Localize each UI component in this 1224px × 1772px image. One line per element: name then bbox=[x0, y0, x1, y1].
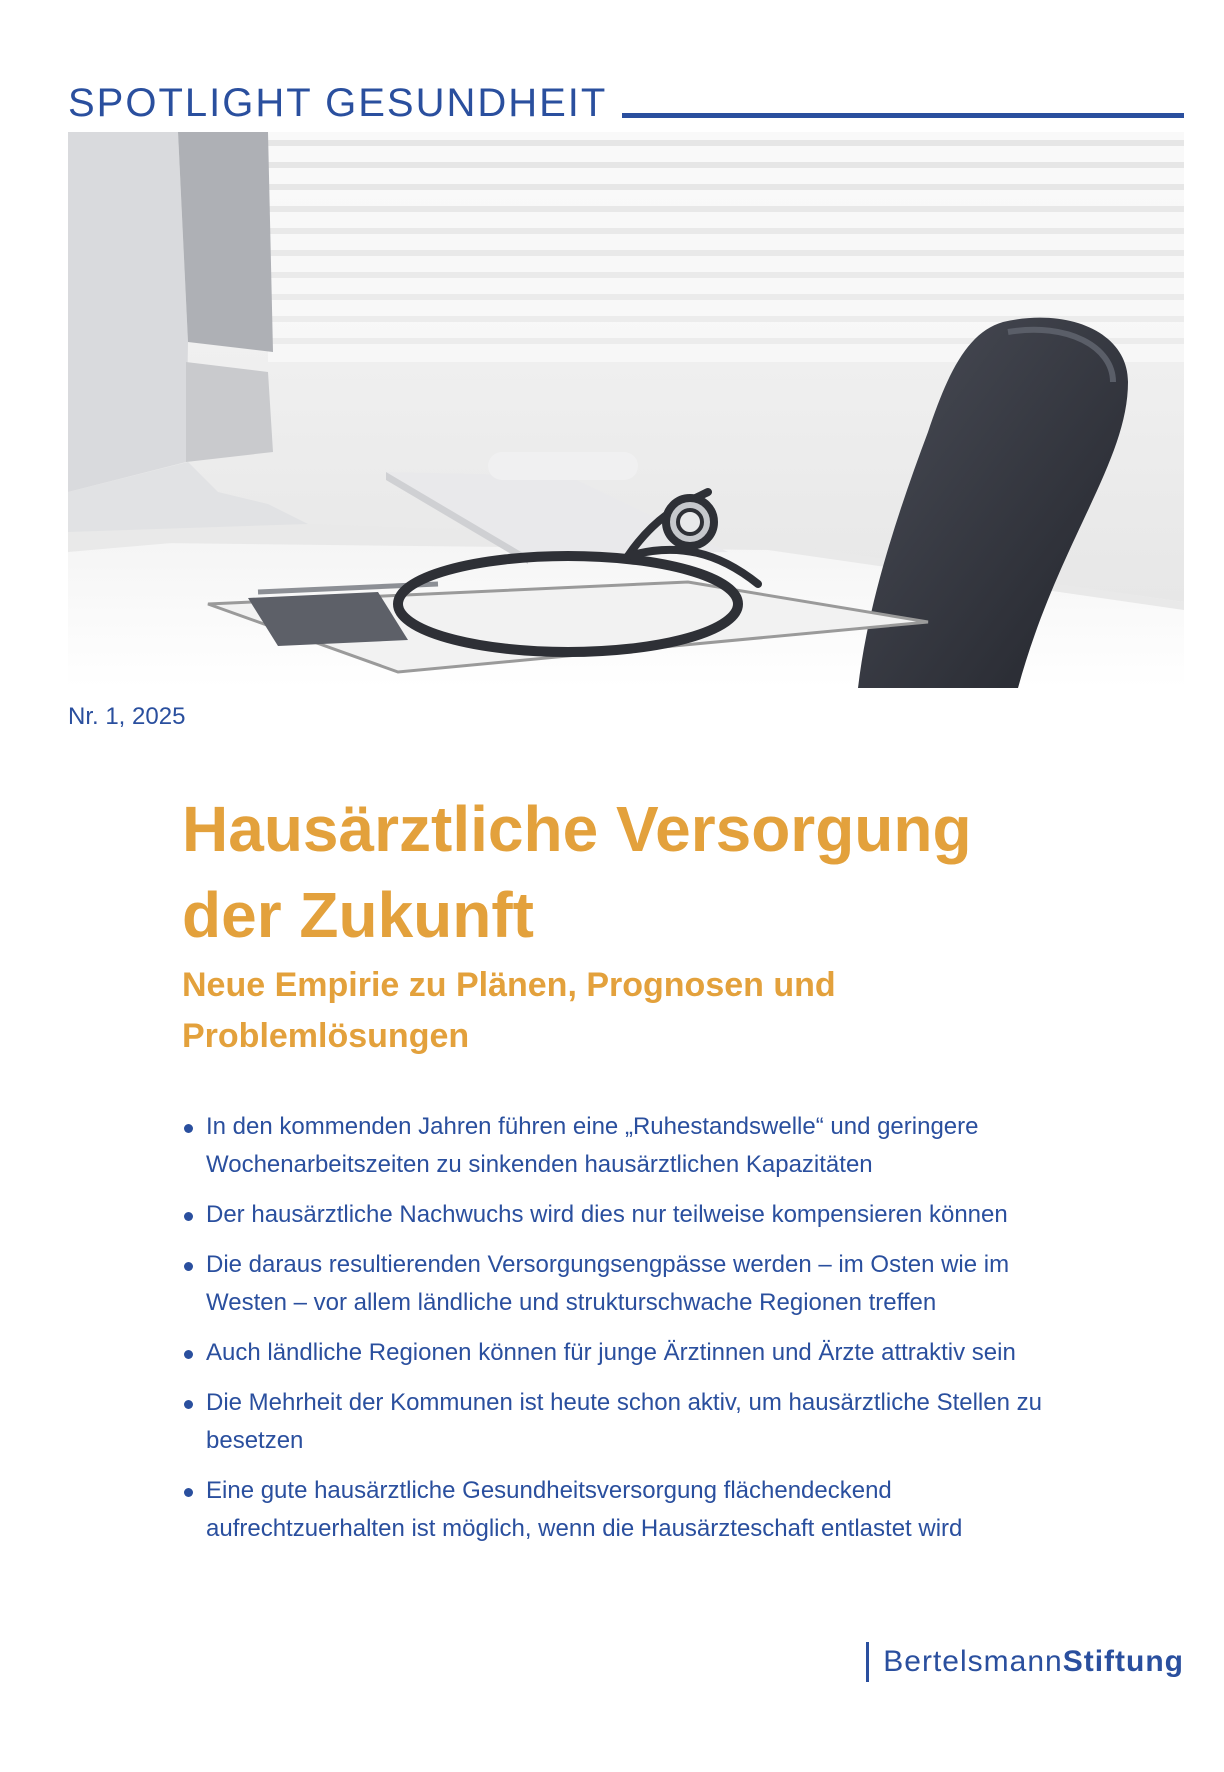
bullet-dot-icon bbox=[184, 1124, 193, 1133]
logo-text-part2: Stiftung bbox=[1062, 1645, 1184, 1678]
logo-text bbox=[883, 1645, 1184, 1679]
bullet-dot-icon bbox=[184, 1488, 193, 1497]
bullet-dot-icon bbox=[184, 1262, 193, 1271]
page-header bbox=[68, 80, 1184, 126]
logo-text-part1: Bertelsmann bbox=[883, 1645, 1063, 1678]
bullet-dot-icon bbox=[184, 1212, 193, 1221]
header-rule bbox=[622, 113, 1184, 118]
list-item bbox=[182, 1108, 1082, 1184]
list-item-text: Der hausärztliche Nachwuchs wird dies nur teilweise kompensieren können bbox=[206, 1201, 1008, 1228]
list-item-text: Auch ländliche Regionen können für junge Ärztinnen und Ärzte attraktiv sein bbox=[206, 1339, 1016, 1366]
list-item bbox=[182, 1196, 1082, 1234]
hero-illustration bbox=[68, 132, 1184, 688]
issue-number: Nr. 1, 2025 bbox=[68, 703, 186, 730]
page-subtitle: Neue Empirie zu Plänen, Prognosen und Problemlösungen bbox=[182, 966, 836, 1055]
list-item-text: Eine gute hausärztliche Gesundheitsversorgung flächendeckend aufrechtzuerhalten ist möglich, wenn die Hausärzteschaft entlastet wird bbox=[206, 1477, 963, 1542]
list-item bbox=[182, 1334, 1082, 1372]
list-item-text: Die daraus resultierenden Versorgungsengpässe werden – im Osten wie im Westen – vor allem ländliche und strukturschwache Regionen treffen bbox=[206, 1251, 1010, 1316]
logo-bar bbox=[866, 1642, 869, 1682]
list-item-text: In den kommenden Jahren führen eine „Ruhestandswelle“ und geringere Wochenarbeitszeiten zu sinkenden hausärztlichen Kapazitäten bbox=[206, 1113, 979, 1178]
list-item bbox=[182, 1384, 1082, 1460]
key-findings-list bbox=[182, 1108, 1082, 1560]
bullet-dot-icon bbox=[184, 1350, 193, 1359]
bullet-dot-icon bbox=[184, 1400, 193, 1409]
hero-image bbox=[68, 132, 1184, 688]
list-item bbox=[182, 1472, 1082, 1548]
bertelsmann-stiftung-logo bbox=[866, 1642, 1184, 1682]
page-title: Hausärztliche Versorgung der Zukunft bbox=[182, 793, 972, 951]
list-item-text: Die Mehrheit der Kommunen ist heute schon aktiv, um hausärztliche Stellen zu besetzen bbox=[206, 1389, 1042, 1454]
list-item bbox=[182, 1246, 1082, 1322]
series-title: SPOTLIGHT GESUNDHEIT bbox=[68, 81, 608, 125]
